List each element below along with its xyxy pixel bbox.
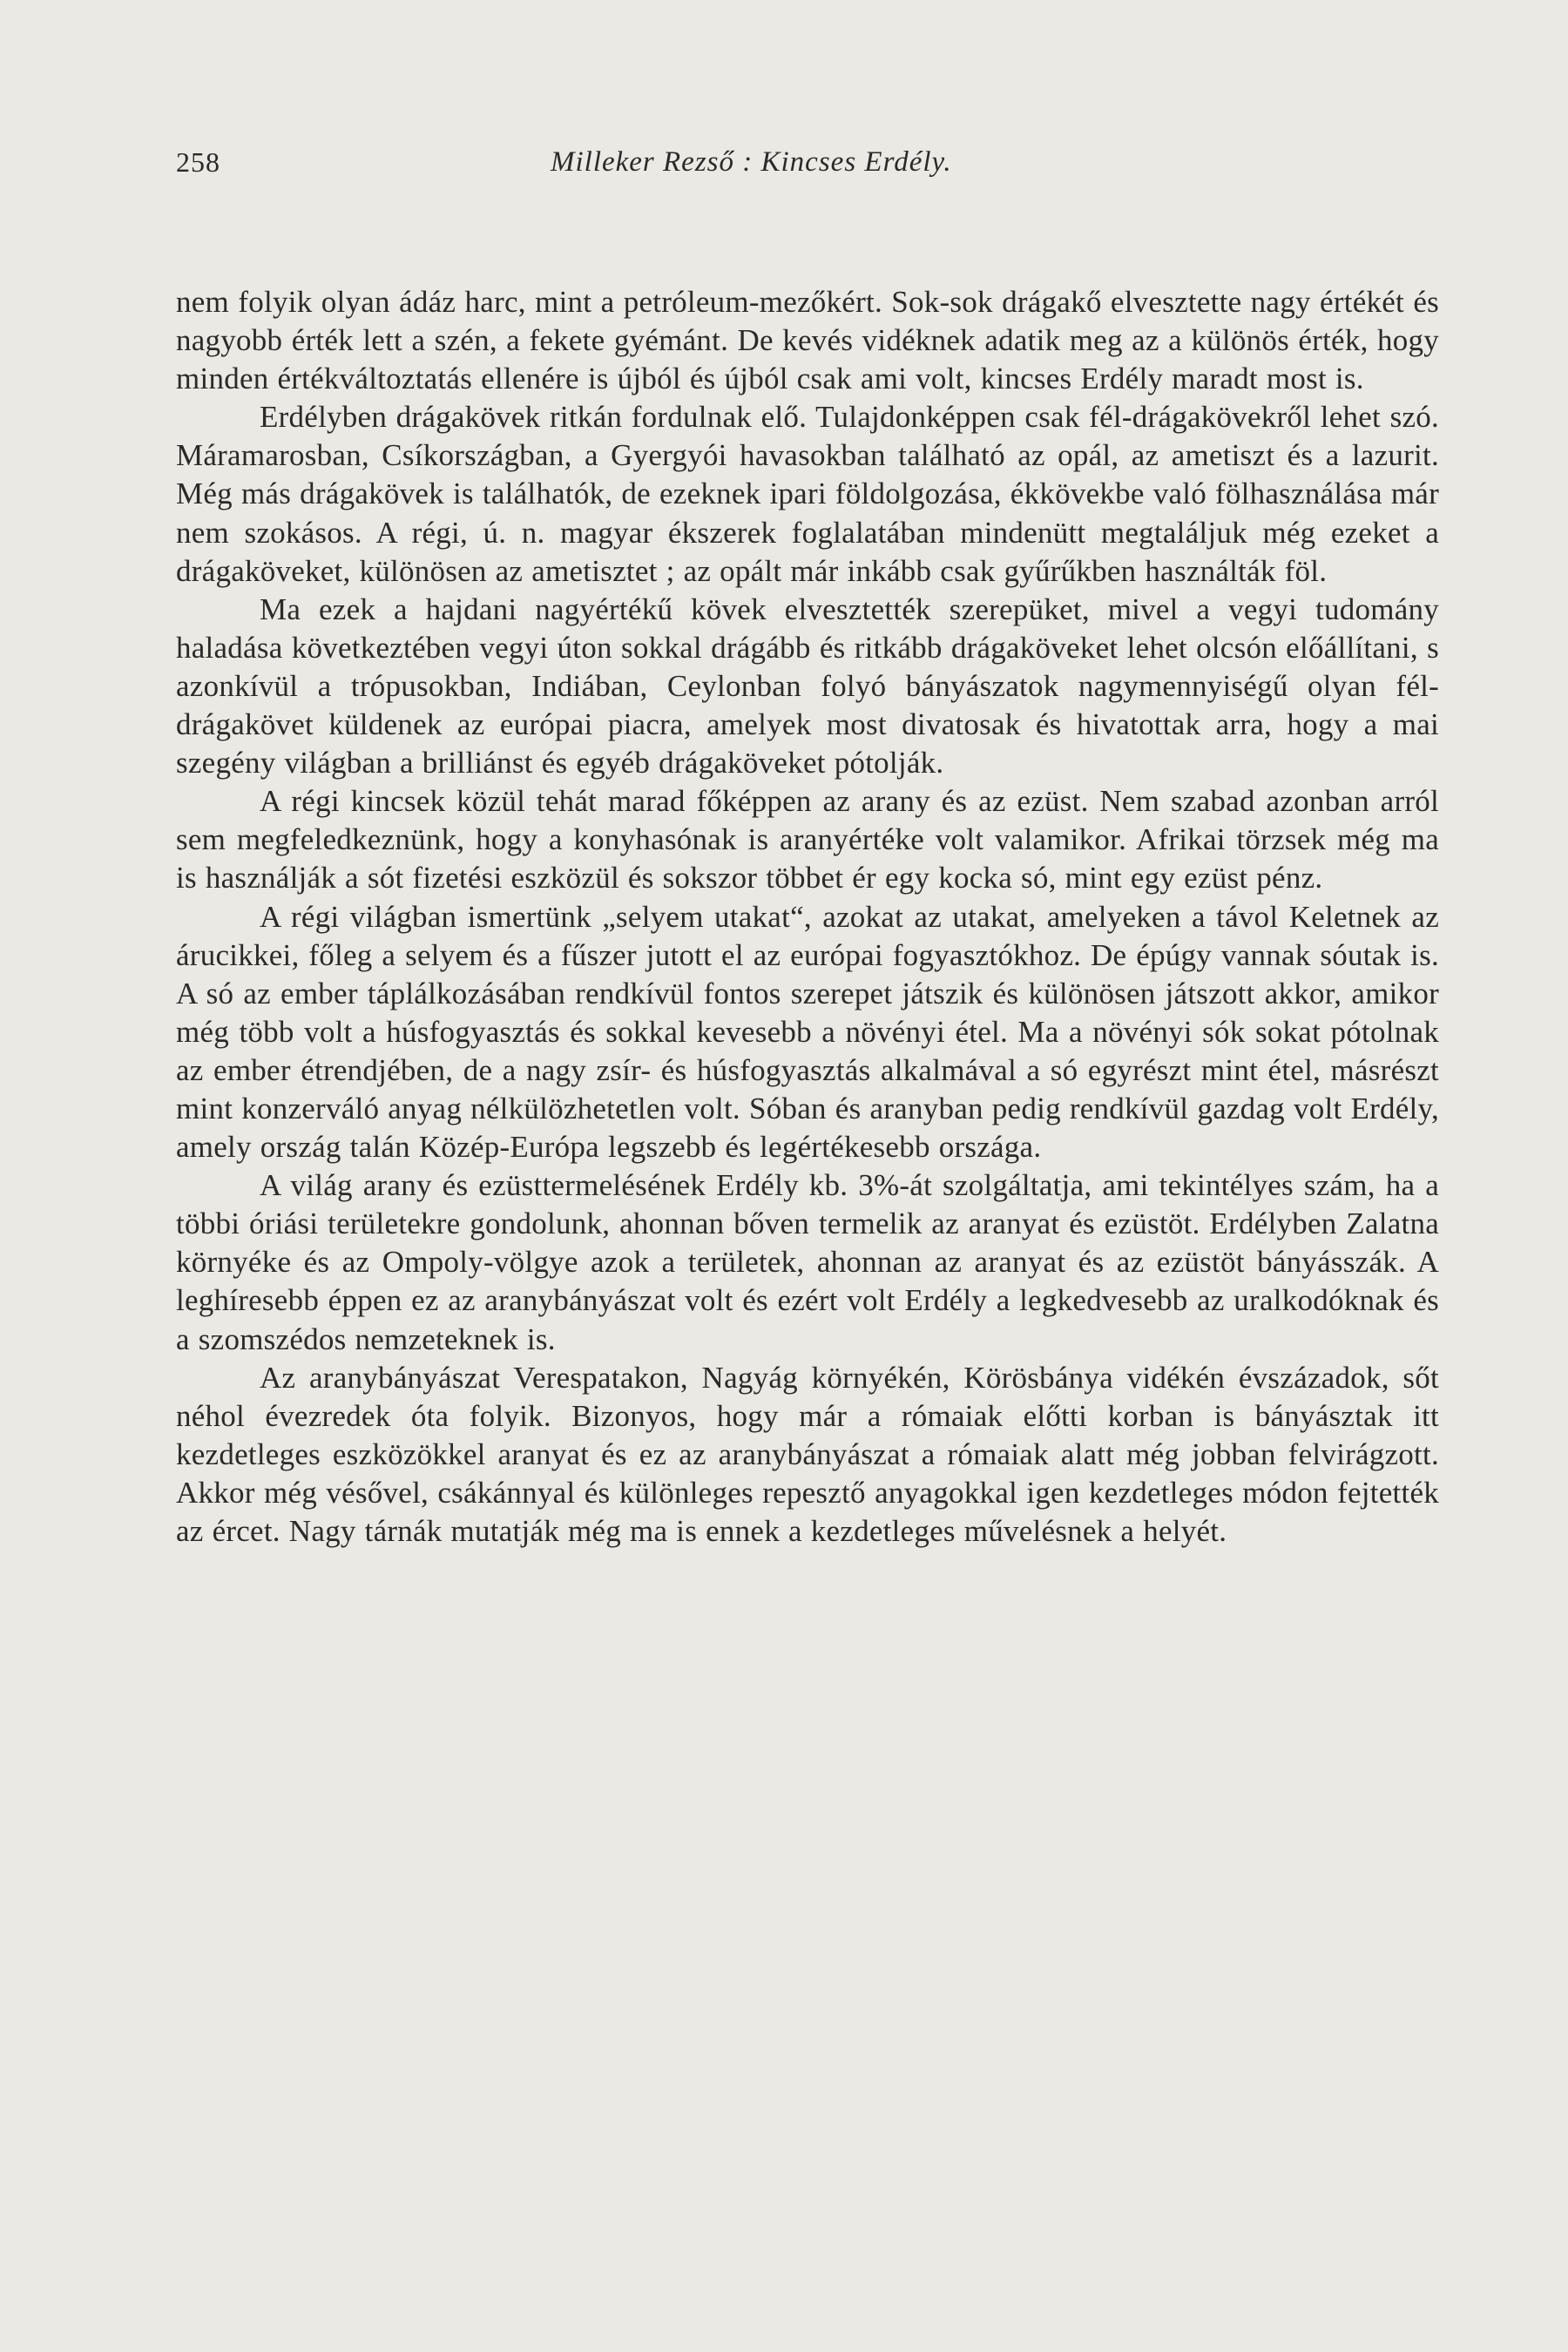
paragraph-6: A világ arany és ezüsttermelésének Erdély kb. 3%-át szolgáltatja, ami tekintélyes szám, ha a többi óriási területekre gondolunk, ahonnan bőven termelik az aranyat és ezüstöt. Erdélyben Zalatna környéke és az Ompoly-völgye azok a területek, ahonnan az aranyat és az ezüstöt bányásszák. A leghíresebb éppen ez az aranybányászat volt és ezért volt Erdély a legkedvesebb az uralkodóknak és a szomszédos nemzeteknek is.: [176, 1168, 1439, 1356]
running-head: [176, 146, 1413, 188]
paragraph-2: Erdélyben drágakövek ritkán fordulnak elő. Tulajdonképpen csak fél-drágakövekről lehet szó. Máramarosban, Csíkországban, a Gyergyói havasokban található az opál, az ametiszt és a lazurit. Még más drágakövek is találhatók, de ezeknek ipari földolgozása, ékkövekbe való fölhasználása már nem szokásos. A régi, ú. n. magyar ékszerek foglalatában mindenütt megtaláljuk még ezeket a drágaköveket, különösen az ametisztet ; az opált már inkább csak gyűrűkben használták föl.: [176, 400, 1439, 588]
paragraph-5: A régi világban ismertünk „selyem utakat“, azokat az utakat, amelyeken a távol Keletnek az árucikkei, főleg a selyem és a fűszer jutott el az európai fogyasztókhoz. De épúgy vannak sóutak is. A só az ember táplálkozásában rendkívül fontos szerepet játszik és különösen játszott akkor, amikor még több volt a húsfogyasztás és sokkal kevesebb a növényi étel. Ma a növényi sók sokat pótolnak az ember étrendjében, de a nagy zsír- és húsfogyasztás alkalmával a só egyrészt mint étel, másrészt mint konzerváló anyag nélkülözhetetlen volt. Sóban és aranyban pedig rendkívül gazdag volt Erdély, amely ország talán Közép-Európa legszebb és legértékesebb országa.: [176, 899, 1439, 1165]
paragraph-3: Ma ezek a hajdani nagyértékű kövek elvesztették szerepüket, mivel a vegyi tudomány haladása következtében vegyi úton sokkal drágább és ritkább drágaköveket lehet olcsón előállítani, s azonkívül a trópusokban, Indiában, Ceylonban folyó bányászatok nagymennyiségű olyan fél-drágakövet küldenek az európai piacra, amelyek most divatosak és hivatottak arra, hogy a mai szegény világban a brilliánst és egyéb drágaköveket pótolják.: [176, 591, 1439, 781]
paragraph-1: nem folyik olyan ádáz harc, mint a petróleum-mezőkért. Sok-sok drágakő elvesztette nagy értékét és nagyobb érték lett a szén, a fekete gyémánt. De kevés vidéknek adatik meg az a különös érték, hogy minden értékváltoztatás ellenére is újból és újból csak ami volt, kincses Erdély maradt most is.: [176, 285, 1439, 396]
running-title: Milleker Rezső : Kincses Erdély.: [551, 146, 952, 178]
paragraph-4: A régi kincsek közül tehát marad főképpen az arany és az ezüst. Nem szabad azonban arról sem megfeledkeznünk, hogy a konyhasónak is aranyértéke volt valamikor. Afrikai törzsek még ma is használják a sót fizetési eszközül és sokszor többet ér egy kocka só, mint egy ezüst pénz.: [176, 784, 1439, 896]
body-text: [176, 283, 1439, 1551]
page-number: 258: [176, 146, 220, 178]
paragraph-7: Az aranybányászat Verespatakon, Nagyág környékén, Körösbánya vidékén évszázadok, sőt néhol évezredek óta folyik. Bizonyos, hogy már a rómaiak előtti korban is bányásztak itt kezdetleges eszközökkel aranyat és ez az aranybányászat a rómaiak alatt még jobban felvirágzott. Akkor még vésővel, csákánnyal és különleges repesztő anyagokkal igen kezdetleges módon fejtették az ércet. Nagy tárnák mutatják még ma is ennek a kezdetleges művelésnek a helyét.: [176, 1360, 1439, 1548]
